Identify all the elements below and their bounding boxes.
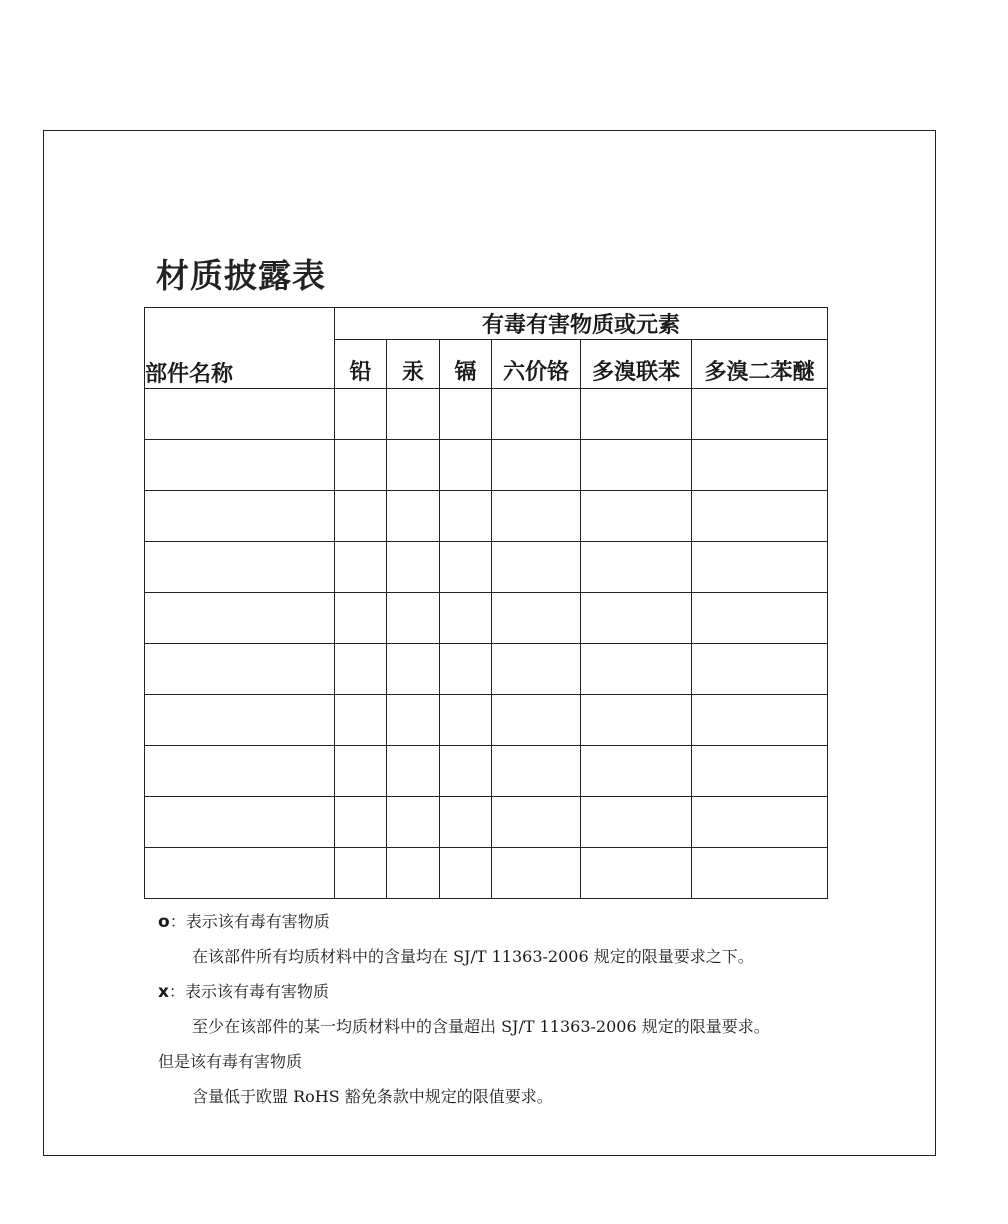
table-cell[interactable] [492,389,581,440]
part-name-cell[interactable] [145,389,335,440]
legend-notes [158,908,858,1118]
table-cell[interactable] [581,695,692,746]
table-cell[interactable] [492,440,581,491]
note-x-detail: 至少在该部件的某一均质材料中的含量超出 SJ/T 11363-2006 规定的限量要求。 [192,1017,770,1036]
table-cell[interactable] [440,797,492,848]
substance-header-lead: 铅 [335,340,387,389]
table-cell[interactable] [440,644,492,695]
table-cell[interactable] [581,593,692,644]
table-cell[interactable] [692,695,828,746]
table-cell[interactable] [335,797,387,848]
document-title: 材质披露表 [156,256,326,295]
table-cell[interactable] [440,542,492,593]
table-cell[interactable] [335,389,387,440]
part-name-cell[interactable] [145,644,335,695]
table-cell[interactable] [387,797,440,848]
table-cell[interactable] [492,593,581,644]
table-cell[interactable] [387,695,440,746]
note-x-line [158,978,858,1013]
table-cell[interactable] [581,746,692,797]
table-cell[interactable] [492,848,581,899]
table-cell[interactable] [440,746,492,797]
table-cell[interactable] [440,848,492,899]
material-disclosure-table [144,307,828,899]
part-name-cell[interactable] [145,746,335,797]
table-cell[interactable] [692,542,828,593]
table-row [145,440,828,491]
table-cell[interactable] [492,542,581,593]
table-cell[interactable] [335,440,387,491]
table-row [145,542,828,593]
table-cell[interactable] [387,746,440,797]
table-cell[interactable] [492,491,581,542]
table-cell[interactable] [581,440,692,491]
part-name-cell[interactable] [145,695,335,746]
table-cell[interactable] [440,389,492,440]
table-cell[interactable] [692,746,828,797]
part-name-header: 部件名称 [145,308,335,389]
table-cell[interactable] [387,389,440,440]
table-row [145,848,828,899]
table-row [145,695,828,746]
table-cell[interactable] [581,644,692,695]
table-cell[interactable] [335,695,387,746]
table-cell[interactable] [692,797,828,848]
table-cell[interactable] [387,440,440,491]
table-cell[interactable] [581,848,692,899]
substance-header-pbde: 多溴二苯醚 [692,340,828,389]
table-row [145,389,828,440]
part-name-cell[interactable] [145,491,335,542]
table-cell[interactable] [387,491,440,542]
table-row [145,644,828,695]
table-cell[interactable] [581,491,692,542]
table-cell[interactable] [692,491,828,542]
table-row [145,797,828,848]
part-name-cell[interactable] [145,542,335,593]
table-cell[interactable] [387,644,440,695]
table-cell[interactable] [440,440,492,491]
table-cell[interactable] [335,491,387,542]
table-cell[interactable] [492,644,581,695]
substance-header-pbb: 多溴联苯 [581,340,692,389]
table-cell[interactable] [692,593,828,644]
note-o-line [158,908,858,943]
table-cell[interactable] [387,593,440,644]
header-row-group [145,308,828,340]
table-cell[interactable] [692,389,828,440]
table-cell[interactable] [692,644,828,695]
table-cell[interactable] [581,797,692,848]
table-cell[interactable] [492,797,581,848]
table-cell[interactable] [581,389,692,440]
table-cell[interactable] [581,542,692,593]
part-name-cell[interactable] [145,440,335,491]
substance-header-mercury: 汞 [387,340,440,389]
table-cell[interactable] [335,593,387,644]
note-o-detail: 在该部件所有均质材料中的含量均在 SJ/T 11363-2006 规定的限量要求之下。 [192,947,754,966]
table-cell[interactable] [492,695,581,746]
x-marker: x [158,982,169,1002]
table-cell[interactable] [387,542,440,593]
table-cell[interactable] [335,644,387,695]
table-cell[interactable] [440,593,492,644]
o-marker: o [158,912,170,932]
table-body [145,389,828,899]
table-cell[interactable] [387,848,440,899]
part-name-cell[interactable] [145,593,335,644]
table-cell[interactable] [335,746,387,797]
table-cell[interactable] [692,848,828,899]
substance-header-cadmium: 镉 [440,340,492,389]
toxic-substances-header: 有毒有害物质或元素 [335,308,828,340]
table-row [145,593,828,644]
table-row [145,746,828,797]
table-cell[interactable] [440,695,492,746]
part-name-cell[interactable] [145,797,335,848]
table-cell[interactable] [440,491,492,542]
table-cell[interactable] [692,440,828,491]
part-name-cell[interactable] [145,848,335,899]
table-cell[interactable] [335,848,387,899]
x-label: ：表示该有毒有害物质 [168,982,329,1001]
o-label: ：表示该有毒有害物质 [169,912,330,931]
substance-header-hexavalent-chromium: 六价铬 [492,340,581,389]
table-row [145,491,828,542]
table-cell[interactable] [335,542,387,593]
note-exempt-detail: 含量低于欧盟 RoHS 豁免条款中规定的限值要求。 [192,1087,553,1106]
note-but-line: 但是该有毒有害物质 [158,1052,303,1071]
table-cell[interactable] [492,746,581,797]
